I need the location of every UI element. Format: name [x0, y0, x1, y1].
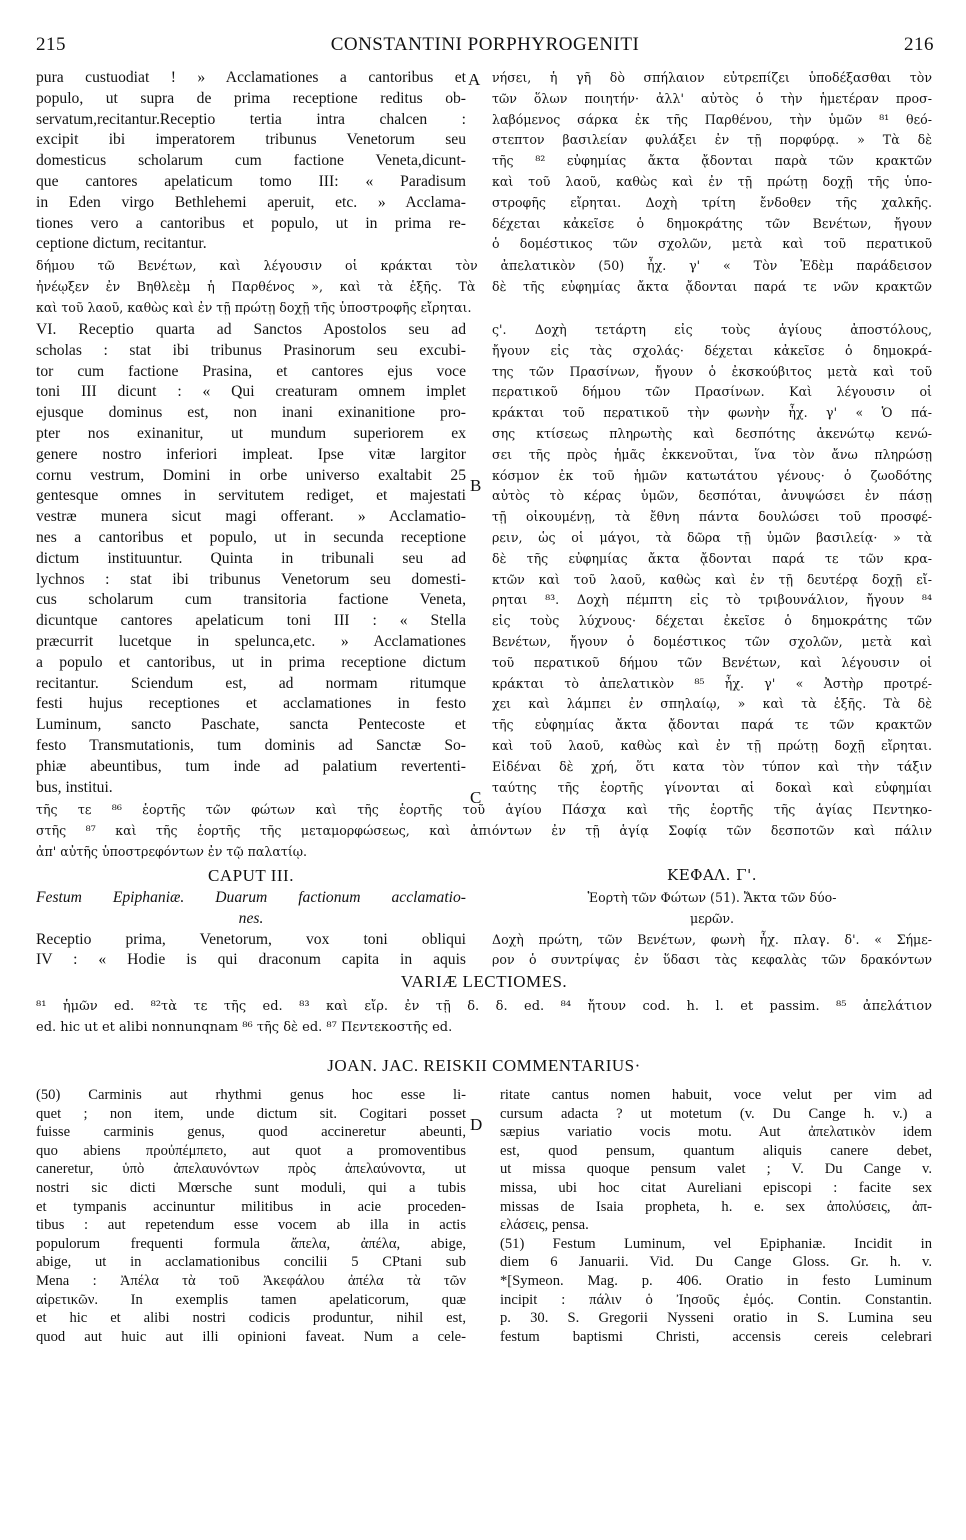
text-line: *[Symeon. Mag. p. 406. Oratio in festo Luminum	[500, 1272, 932, 1289]
text-line: pura custuodiat ! » Acclamationes a cantoribus et	[36, 69, 466, 86]
text-line: incipit : πάλιν ὁ Ἰησοῦς ἐμός. Contin. Constantin.	[500, 1291, 932, 1308]
text-line: toni III dicunt : « Qui creaturam omnem implet	[36, 383, 466, 401]
text-line: ὁ δομέστικος τῶν σχολῶν, μετὰ καὶ τοῦ περατικοῦ	[492, 236, 932, 252]
text-line: missa, ubi hoc citat Aureliani episcopi : facite sex	[500, 1179, 932, 1196]
text-line: dicuntque cantores apelaticum toni III : « Stella	[36, 612, 466, 630]
text-line: festo Transmutationis, tum dominis ad Sanctæ So-	[36, 736, 466, 754]
text-line: ταύτης τῆς ἑορτῆς γίνονται αἱ δοκαὶ καὶ εὐφημίαι	[492, 779, 932, 795]
text-line: Βενέτων, ἤγουν ὁ δομέστικος τῶν σχολῶν, μετὰ καὶ	[492, 633, 932, 649]
commentary-title: JOAN. JAC. REISKII COMMENTARIUS·	[327, 1056, 641, 1075]
text-line: est, quod pensum, quantum aliquis canere debet,	[500, 1142, 932, 1159]
text-line: ejusque dominus est, non inani exinanitione pro-	[36, 404, 466, 422]
text-line: τοῦ περατικοῦ δήμου τῶν Βενέτων, καὶ λέγουσιν οἱ	[492, 654, 932, 670]
kephalaion-subtitle: Ἑορτὴ τῶν Φώτων (51). Ἄκτα τῶν δύο-	[587, 890, 837, 905]
text-line: domesticus scholarum cum factione Veneta,dicunt-	[36, 152, 466, 170]
text-line: nes a cantoribus et populo, ut in secunda receptione	[36, 528, 466, 546]
text-line: vestræ munera sicut magi offerant. » Acclamatio-	[36, 508, 466, 526]
text-line: ἀπ' αὐτῆς ὑποστρεφόντων ἐν τῷ παλατίῳ.	[36, 843, 308, 859]
text-line: bus, institui.	[36, 778, 113, 796]
greek-full-width-1	[36, 256, 932, 318]
text-line: scholas : stat ibi tribunus Prasinorum seu excubi-	[36, 341, 466, 359]
text-line: excipit ibi imperatorem tribunus Venetorum seu	[36, 131, 466, 149]
text-line: gentesque omnes in servitutem rediget, et majestati	[36, 487, 466, 505]
text-line: ς'. Δοχὴ τετάρτη εἰς τοὺς ἁγίους ἀποστόλους,	[492, 322, 932, 337]
text-line: in Eden virgo Bethlehemi aperuit, etc. » Acclama-	[36, 193, 466, 211]
greek-full-width-2	[36, 800, 932, 862]
commentary-left-column	[36, 1086, 466, 1346]
caput-title: CAPUT III.	[208, 866, 294, 885]
text-line: ἠνέῳξεν ἐν Βηθλεὲμ ἡ Παρθένος », καὶ τὰ ἑξῆς. Τὰ δὲ τῆς εὐφημίας ἄκτα ᾄδονται παρά τε νῶν κρακτῶν	[36, 278, 932, 294]
variae-lectiones	[36, 996, 932, 1038]
text-line: præcurrit lucetque in spelunca,etc. » Acclamationes	[36, 632, 466, 650]
page-number-left: 215	[36, 34, 66, 55]
text-line: IV : « Hodie is qui draconum capita in aquis	[36, 951, 466, 969]
text-line: festum baptismi Christi, accensis cereis celebrari	[500, 1328, 932, 1345]
footnote-line: ed. hic ut et alibi nonnunqnam ⁸⁶ τῆς δὲ ed. ⁸⁷ Πεντεκοστῆς ed.	[36, 1019, 453, 1035]
text-line: καὶ τοῦ λαοῦ, καθὼς καὶ ἐν τῇ πρώτῃ δοχῇ εἴρηται.	[492, 737, 932, 753]
kephalaion-title: ΚΕΦΑΛ. Γ'.	[667, 866, 757, 884]
margin-letter-c: C	[470, 788, 482, 807]
text-line: dictum instituuntur. Quinta in tribunali seu ad	[36, 549, 466, 567]
margin-letter-d: D	[470, 1115, 483, 1134]
text-line: cornu vestrum, Domini in orbe universo exaltabit 25	[36, 466, 466, 484]
text-line: καὶ τοῦ λαοῦ, καθὼς καὶ ἐν τῇ πρώτῃ δοχῇ τῆς ὑπο-	[492, 173, 932, 189]
text-line: ελάσεις, pensa.	[500, 1217, 589, 1234]
text-line: κράκται τὸ ἀπελατικὸν ⁸⁵ ἦχ. γ' « Ἀστὴρ προτρέ-	[492, 675, 932, 691]
text-line: genere nostro inferiori impleat. Ipse vitæ largitor	[36, 445, 466, 463]
text-line: tor cum factione Prasina, et cantores ejus voce	[36, 362, 466, 380]
text-line: (50) Carminis aut rhythmi genus hoc esse li-	[36, 1087, 466, 1103]
text-line: cursum adacta ? ut motetum (v. Du Cange h. v.) a	[500, 1105, 932, 1122]
text-line: ρον ὁ συντρίψας ἐν ὕδασι τὰς κεφαλὰς τῶν δρακόντων	[492, 952, 932, 968]
greek-column-top	[492, 68, 932, 255]
text-line: missas de Isaia propheta, h. e. sex ἀπολύσεις, ἀπ-	[500, 1198, 932, 1215]
text-line: quet ; non item, unde dictum sit. Cogitari posset	[36, 1105, 466, 1122]
caput-subtitle: Festum Epiphaniæ. Duarum factionum acclamatio-	[36, 889, 466, 906]
text-line: caneretur, ὑπὸ ἀπελαυνόντων πρὸς ἀπελαύνοντα, ut	[36, 1161, 466, 1178]
text-line: recitantur. Sciendum est, ad normam ritumque	[36, 674, 466, 692]
margin-letter-a: A	[468, 70, 481, 89]
margin-letter-b: B	[470, 476, 482, 495]
text-line: δήμου τῶ Βενέτων, καὶ λέγουσιν οἱ κράκται τὸν ἀπελατικὸν (50) ἦχ. γ' « Τὸν Ἐδὲμ παράδεισον	[36, 258, 932, 273]
variae-lectiones-title: VARIÆ LECTIOMES.	[400, 972, 568, 991]
text-line: Mena : Ἀπέλα τὰ τοῦ Ἀκεφάλου ἀπέλα τὰ τῶν	[36, 1272, 466, 1289]
text-line: της τῶν Πρασίνων, ἤγουν ὁ ἐκσκούβιτος μετὰ καὶ τοῦ	[492, 363, 932, 379]
text-line: abige, ut in acclamationibus concilii 5 CPtani sub	[36, 1254, 466, 1271]
text-line: pter nos exinanitur, ut mundum superiorem ex	[36, 424, 466, 442]
text-line: VI. Receptio quarta ad Sanctos Apostolos seu ad	[36, 321, 466, 338]
text-line: diem 6 Januarii. Vid. Du Cange Gloss. Gr. h. v.	[500, 1254, 932, 1271]
text-line: nostri sic dicti Mœrsche sunt moduli, qui a tubis	[36, 1179, 466, 1196]
text-line: festi hujus receptiones et acclamationes in festo	[36, 695, 466, 713]
text-line: Receptio prima, Venetorum, vox toni obliqui	[36, 930, 466, 948]
running-title: CONSTANTINI PORPHYROGENITI	[330, 34, 640, 55]
text-line: ritate cantus nomen habuit, voce velut per vim ad	[500, 1087, 932, 1103]
latin-column-mid	[36, 320, 466, 798]
text-line: τῶν ὅλων ποιητήν· ἀλλ' αὐτὸς ὁ τὴν ἡμετέραν προσ-	[492, 90, 932, 106]
greek-column-mid	[492, 320, 932, 798]
text-line: que cantores apelaticum tomo III: « Paradisum	[36, 172, 466, 190]
text-line: Εἰδέναι δὲ χρή, ὅτι κατα τὸν τύπον καὶ τὴν τάξιν	[492, 758, 932, 774]
latin-column-top	[36, 68, 466, 255]
text-line: populorum frequenti formula ἄπελα, ἀπέλα, abige,	[36, 1235, 466, 1252]
text-line: tiones vero a cantoribus et populo, ut in prima re-	[36, 214, 466, 232]
text-line: populo, ut supra de prima receptione reditus ob-	[36, 89, 466, 107]
text-line: quo abiens προὐπέμπετο, aut quot a promoventibus	[36, 1142, 466, 1159]
text-line: servatum,recitantur.Receptio tertia intra chalcen :	[36, 110, 466, 128]
footnote-line: ⁸¹ ἡμῶν ed. ⁸²τὰ τε τῆς ed. ⁸³ καὶ εἴρ. ἐν τῇ δ. δ. ed. ⁸⁴ ἤτουν cod. h. l. et passim. ⁸⁵ ἀπελάτιον	[36, 999, 932, 1014]
text-line: στεπτον βασιλείαν φυλάξει ἐν τῇ πορφύρᾳ. » Τὰ δὲ	[492, 132, 932, 148]
text-line: fuisse carminis genus, quod accineretur abeunti,	[36, 1124, 466, 1141]
text-line: ceptione dictum, recitantur.	[36, 235, 207, 253]
text-line: στῆς ⁸⁷ καὶ τῆς ἑορτῆς τῆς μεταμορφώσεως, καὶ ἀπιόντων ἐν τῇ ἁγίᾳ Σοφίᾳ τῶν δεσποτῶν καὶ πάλιν	[36, 822, 932, 838]
text-line: περατικοῦ δήμου τῶν Πρασίνων. Καὶ λέγουσιν οἱ	[492, 384, 932, 400]
page-number-right: 216	[904, 34, 934, 55]
text-line: κόσμον ἐκ τοῦ ἡμῶν κατωτάτου γένους· ὁ ζωοδότης	[492, 467, 932, 483]
text-line: κράκται τοῦ περατικοῦ τὴν φωνὴν ἦχ. γ' « Ὁ πά-	[492, 405, 932, 421]
text-line: phiæ abeuntibus, tum inde ad palatium revertenti-	[36, 757, 466, 775]
text-line: sæpius variatio vocis motu. Aut ἀπελατικὸν idem	[500, 1124, 932, 1141]
text-line: p. 30. S. Gregorii Nysseni oratio in S. Lumina seu	[500, 1310, 932, 1327]
running-header	[36, 34, 934, 60]
text-line: δὲ τῆς εὐφημίας ἄκτα ᾄδονται παρά τε τῶν κρα-	[492, 550, 932, 566]
kephalaion-subtitle: μερῶν.	[689, 910, 735, 926]
kephalaion-section	[492, 888, 932, 971]
text-line: καὶ τοῦ λαοῦ, καθὼς καὶ ἐν τῇ πρώτῃ δοχῇ τῆς ὑποστροφῆς εἴρηται.	[36, 299, 472, 315]
text-line: τῇ οἰκουμένῃ, τὰ ἔθνη πάντα δουλώσει τοῦ προσφέ-	[492, 509, 932, 525]
text-line: et hic et alibi nostri codicis produntur, nihil est,	[36, 1310, 466, 1327]
text-line: Luminum, sancto Paschate, sancta Pentecoste et	[36, 716, 466, 734]
text-line: tibus : aut repetendum esse vocem ab illa in actis	[36, 1217, 466, 1234]
text-line: αἱρετικῶν. In exemplis tamen apelaticorum, quæ	[36, 1291, 466, 1308]
text-line: νήσει, ἡ γῆ δὸ σπήλαιον εὐτρεπίζει ὑποδέξασθαι τὸν	[492, 70, 932, 85]
text-line: κτῶν καὶ τοῦ λαοῦ, καθὼς καὶ ἐν τῇ δευτέρᾳ δοχῇ εἴ-	[492, 571, 932, 587]
text-line: ρειν, ὡς οἱ μάγοι, τὰ δῶρα τῇ ὑμῶν βασιλείᾳ· » τὰ	[492, 529, 932, 545]
text-line: τῆς ⁸² εὐφημίας ἄκτα ᾄδονται παρὰ τῶν κρακτῶν	[492, 153, 932, 169]
text-line: τῆς τε ⁸⁶ ἑορτῆς τῶν φώτων καὶ τῆς ἑορτῆς τοῦ ἁγίου Πάσχα καὶ τῆς ἑορτῆς τῆς ἁγίας Πεντηκο-	[36, 802, 932, 817]
commentary-right-column	[500, 1086, 932, 1346]
text-line: a populo et cantoribus, ut in prima receptione dictum	[36, 653, 466, 671]
caput-subtitle: nes.	[238, 909, 264, 927]
text-line: ut missa quoque pensum valet ; V. Du Cange v.	[500, 1161, 932, 1178]
text-line: σης κτίσεως πληρωτὴς καὶ δεσπότης ἀκενώτῳ κενώ-	[492, 425, 932, 441]
text-line: χει καὶ λάμπει ἐν σπηλαίῳ, » καὶ τὰ ἑξῆς. Τὰ δὲ	[492, 696, 932, 712]
text-line: αὐτὸς τὸ κέρας ὑμῶν, δεσπόται, ἀνυψώσει ἐν πάσῃ	[492, 488, 932, 504]
text-line: δέχεται κἀκεῖσε ὁ δημοκράτης τῶν Βενέτων, ἤγουν	[492, 215, 932, 231]
text-line: quod aut huic aut illi opinioni faveat. Num a cele-	[36, 1328, 466, 1345]
caput-section	[36, 888, 466, 971]
text-line: εἰς τοὺς λύχνους· δέχεται ἐκεῖσε ὁ δημοκράτης τῶν	[492, 613, 932, 629]
text-line: τῆς εὐφημίας ἄκτα ᾄδονται παρά τε τῶν κρακτῶν	[492, 717, 932, 733]
text-line: cus scholarum cum transitoria factione Veneta,	[36, 591, 466, 609]
text-line: Δοχὴ πρώτη, τῶν Βενέτων, φωνὴ ἦχ. πλαγ. δ'. « Σήμε-	[492, 931, 932, 947]
text-line: ρηται ⁸³. Δοχὴ πέμπτη εἰς τὸ τριβουνάλιον, ἤγουν ⁸⁴	[492, 592, 932, 608]
text-line: στροφῆς εἴρηται. Δοχὴ τρίτη ἔνδοθεν τῆς χαλκῆς.	[492, 194, 932, 210]
text-line: λαβόμενος σάρκα ἐκ τῆς Παρθένου, τὴν ὑμῶν ⁸¹ θεό-	[492, 111, 932, 127]
text-line: (51) Festum Luminum, vel Epiphaniæ. Incidit in	[500, 1235, 932, 1252]
text-line: ἤγουν εἰς τὰς σχολάς· δέχεται κἀκεῖσε ὁ δημοκρά-	[492, 342, 932, 358]
text-line: et tympanis accinuntur militibus in acie proceden-	[36, 1198, 466, 1215]
text-line: σει τῆς πρὸς ἡμᾶς ἐκκενοῦται, ἵνα τὸν ἄνω πληρώσῃ	[492, 446, 932, 462]
text-line: lychnos : stat ibi tribunus Venetorum seu domesti-	[36, 570, 466, 588]
